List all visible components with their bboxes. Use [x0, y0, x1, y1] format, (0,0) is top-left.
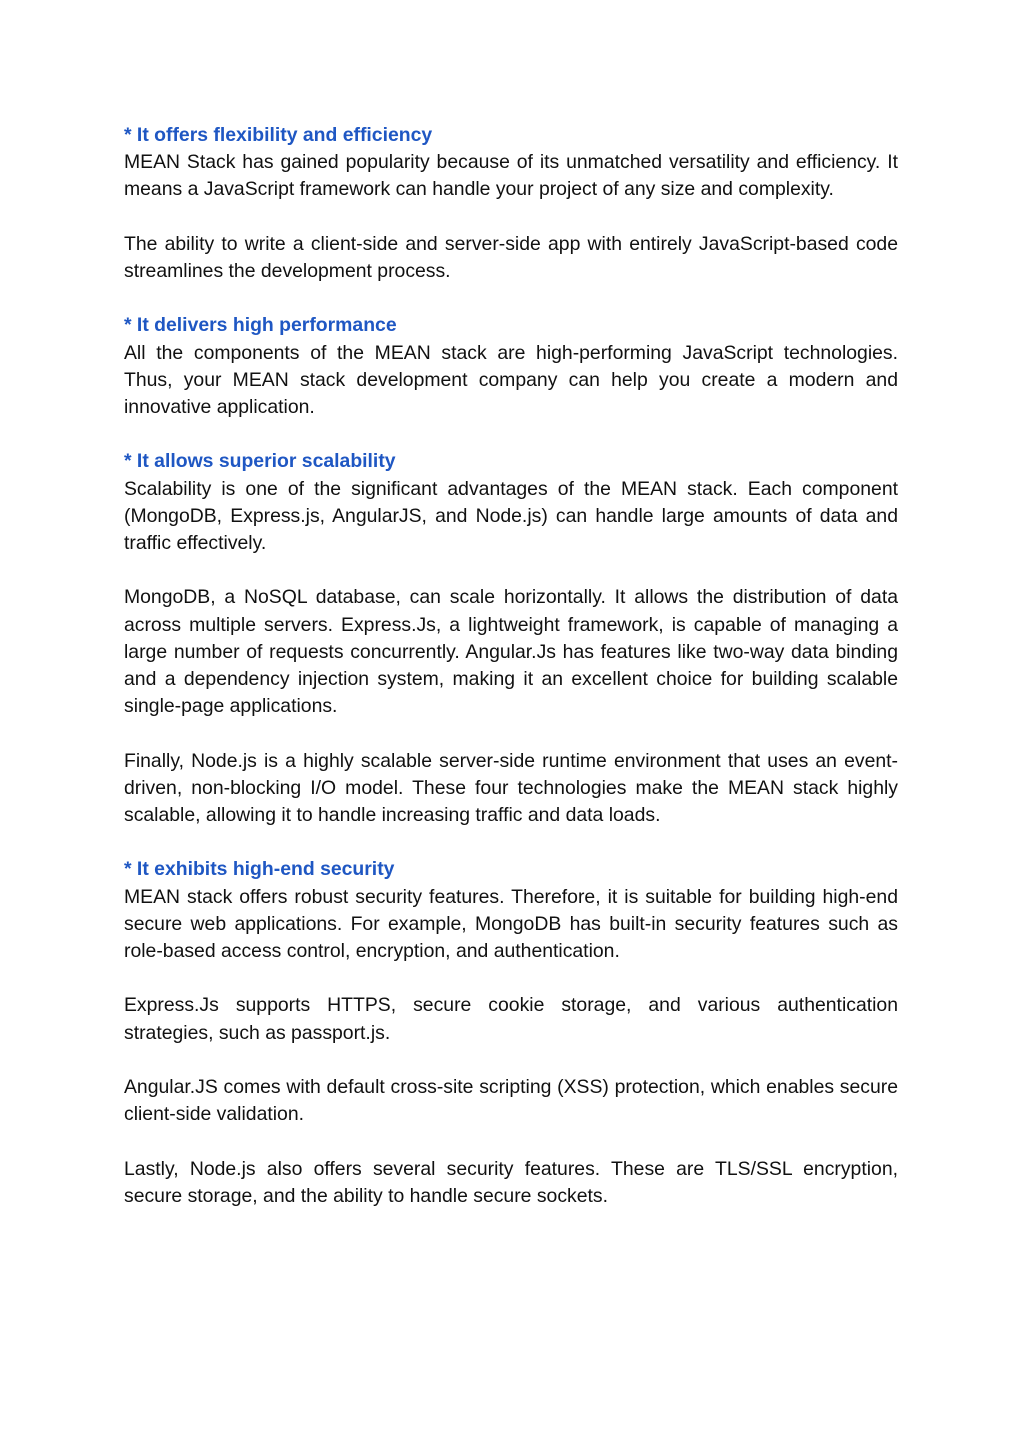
section-heading-security: * It exhibits high-end security [124, 858, 395, 881]
paragraph-spacer [124, 285, 898, 312]
paragraph: All the components of the MEAN stack are high-performing JavaScript technologies. Thus, your MEAN stack development company can help you create a modern and innovative application. [124, 341, 898, 418]
paragraph-spacer [124, 557, 898, 584]
paragraph-spacer [124, 421, 898, 448]
paragraph: MEAN Stack has gained popularity because of its unmatched versatility and efficiency. It means a JavaScript framework can handle your project of any size and complexity. [124, 151, 898, 201]
paragraph: Scalability is one of the significant advantages of the MEAN stack. Each component (MongoDB, Express.js, AngularJS, and Node.js) can handle large amounts of data and traffic effectively. [124, 477, 898, 554]
paragraph: Express.Js supports HTTPS, secure cookie storage, and various authentication strategies, such as passport.js. [124, 994, 898, 1044]
paragraph: Lastly, Node.js also offers several security features. These are TLS/SSL encryption, secure storage, and the ability to handle secure sockets. [124, 1157, 898, 1207]
section-heading-scalability: * It allows superior scalability [124, 450, 396, 473]
paragraph-spacer [124, 204, 898, 231]
document-body [124, 122, 898, 1210]
section-heading-performance: * It delivers high performance [124, 314, 397, 337]
paragraph: Angular.JS comes with default cross-site scripting (XSS) protection, which enables secure client-side validation. [124, 1075, 898, 1126]
paragraph: Finally, Node.js is a highly scalable server-side runtime environment that uses an event-driven, non-blocking I/O model. These four technologies make the MEAN stack highly scalable, allowing it to handle increasing traffic and data loads. [124, 749, 898, 826]
paragraph-spacer [124, 1047, 898, 1074]
paragraph-spacer [124, 1128, 898, 1155]
section-heading-flexibility: * It offers flexibility and efficiency [124, 124, 433, 146]
paragraph-spacer [124, 965, 898, 992]
paragraph-spacer [124, 829, 898, 856]
paragraph-spacer [124, 720, 898, 747]
paragraph: The ability to write a client-side and server-side app with entirely JavaScript-based code streamlines the development process. [124, 232, 898, 282]
paragraph: MEAN stack offers robust security features. Therefore, it is suitable for building high-end secure web applications. For example, MongoDB has built-in security features such as role-based access control, encryption, and authentication. [124, 885, 898, 962]
paragraph: MongoDB, a NoSQL database, can scale horizontally. It allows the distribution of data across multiple servers. Express.Js, a lightweight framework, is capable of managing a large number of requests concurrently. Angular.Js has features like two-way data binding and a dependency injection system, making it an excellent choice for building scalable single-page applications. [124, 586, 898, 718]
